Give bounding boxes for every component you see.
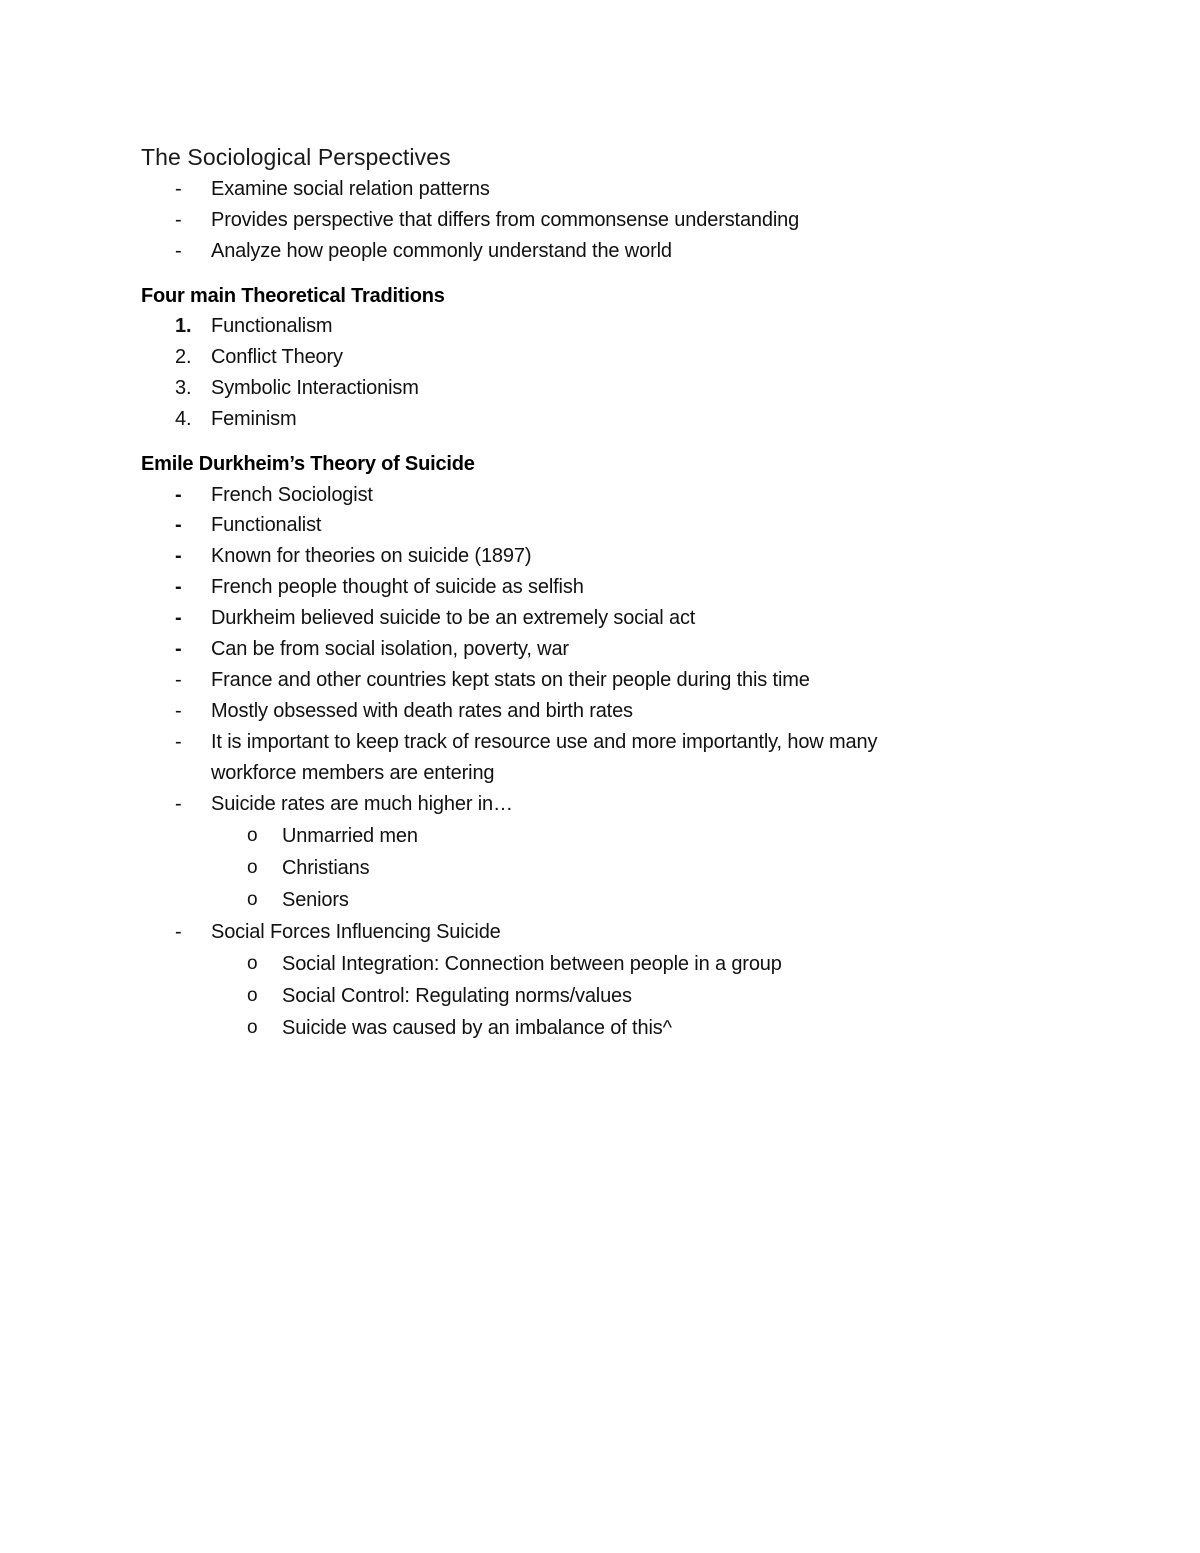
- number-marker: 4.: [175, 408, 192, 430]
- number-marker: 1.: [175, 315, 192, 337]
- dash-bullet: -: [175, 484, 182, 506]
- dash-bullet: -: [175, 921, 182, 943]
- dash-bullet: -: [175, 576, 182, 598]
- section-heading-traditions: Four main Theoretical Traditions: [141, 285, 445, 307]
- circle-bullet: o: [247, 1017, 258, 1038]
- dash-bullet: -: [175, 638, 182, 660]
- sub-list-item-text: Unmarried men: [282, 825, 418, 847]
- sub-list-item-text: Christians: [282, 857, 370, 879]
- number-marker: 2.: [175, 346, 192, 368]
- dash-bullet: -: [175, 700, 182, 722]
- section-heading-durkheim: Emile Durkheim’s Theory of Suicide: [141, 453, 475, 475]
- list-item-text: Known for theories on suicide (1897): [211, 545, 532, 567]
- list-item-text: Can be from social isolation, poverty, war: [211, 638, 569, 660]
- dash-bullet: -: [175, 514, 182, 536]
- list-item-text: France and other countries kept stats on their people during this time: [211, 669, 810, 691]
- list-item-text: Suicide rates are much higher in…: [211, 793, 513, 815]
- list-item-text: workforce members are entering: [211, 762, 495, 784]
- numbered-item-text: Conflict Theory: [211, 346, 343, 368]
- list-item-text: It is important to keep track of resource use and more importantly, how many: [211, 731, 878, 753]
- circle-bullet: o: [247, 825, 258, 846]
- sub-list-item-text: Social Integration: Connection between people in a group: [282, 953, 782, 975]
- dash-bullet: -: [175, 607, 182, 629]
- list-item-text: Durkheim believed suicide to be an extremely social act: [211, 607, 696, 629]
- list-item-text: Mostly obsessed with death rates and birth rates: [211, 700, 633, 722]
- number-marker: 3.: [175, 377, 192, 399]
- sub-list-item-text: Seniors: [282, 889, 349, 911]
- dash-bullet: -: [175, 240, 182, 262]
- dash-bullet: -: [175, 178, 182, 200]
- numbered-item-text: Functionalism: [211, 315, 333, 337]
- section-title-perspectives: The Sociological Perspectives: [141, 144, 451, 170]
- circle-bullet: o: [247, 857, 258, 878]
- list-item-text: Provides perspective that differs from commonsense understanding: [211, 209, 800, 231]
- numbered-item-text: Symbolic Interactionism: [211, 377, 419, 399]
- list-item-text: Analyze how people commonly understand the world: [211, 240, 672, 262]
- dash-bullet: -: [175, 209, 182, 231]
- circle-bullet: o: [247, 889, 258, 910]
- sub-list-item-text: Suicide was caused by an imbalance of this^: [282, 1017, 672, 1039]
- dash-bullet: -: [175, 793, 182, 815]
- circle-bullet: o: [247, 953, 258, 974]
- list-item-text: Functionalist: [211, 514, 322, 536]
- circle-bullet: o: [247, 985, 258, 1006]
- list-item-text: French people thought of suicide as selfish: [211, 576, 584, 598]
- dash-bullet: -: [175, 731, 182, 753]
- list-item-text: Examine social relation patterns: [211, 178, 490, 200]
- list-item-text: Social Forces Influencing Suicide: [211, 921, 501, 943]
- numbered-item-text: Feminism: [211, 408, 297, 430]
- list-item-text: French Sociologist: [211, 484, 373, 506]
- dash-bullet: -: [175, 545, 182, 567]
- sub-list-item-text: Social Control: Regulating norms/values: [282, 985, 632, 1007]
- dash-bullet: -: [175, 669, 182, 691]
